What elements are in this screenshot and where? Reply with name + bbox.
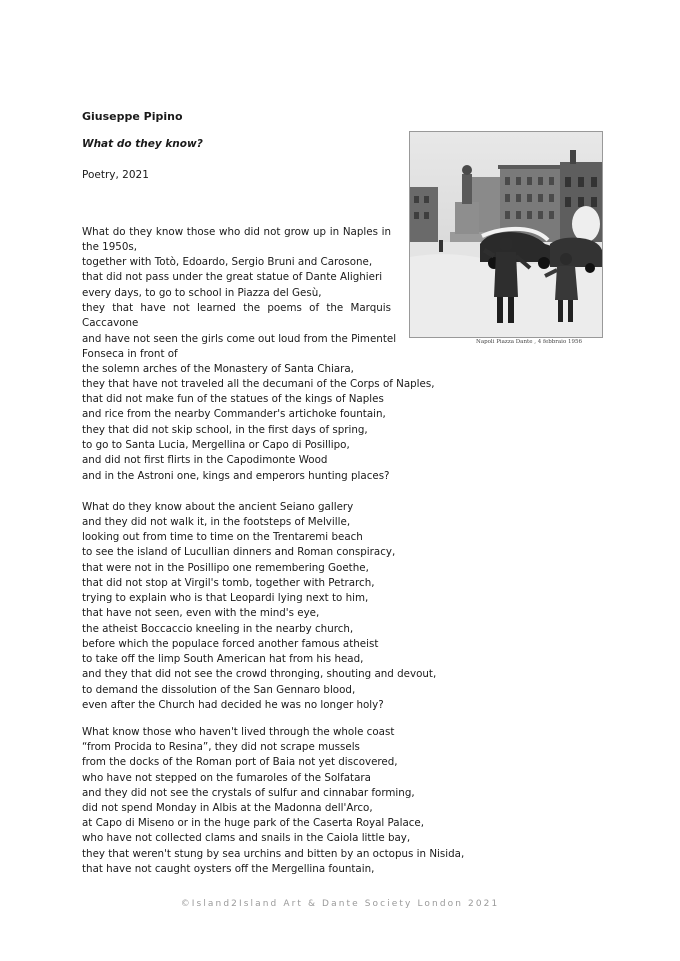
poem-line: to take off the limp South American hat from his head, — [82, 653, 364, 665]
poem-line: that have not caught oysters off the Mergellina fountain, — [82, 863, 375, 875]
poem-line: even after the Church had decided he was no longer holy? — [82, 699, 384, 711]
poem-line: to go to Santa Lucia, Mergellina or Capo di Posillipo, — [82, 439, 350, 451]
poem-line: What know those who haven't lived through the whole coast — [82, 726, 395, 738]
poem-line: and have not seen the girls come out loud from the Pimentel — [82, 333, 397, 345]
poem-line: before which the populace forced another famous atheist — [82, 638, 379, 650]
poem-line: the solemn arches of the Monastery of Santa Chiara, — [82, 363, 354, 375]
poem-line: trying to explain who is that Leopardi lying next to him, — [82, 592, 369, 604]
poem-line: looking out from time to time on the Trentaremi beach — [82, 531, 363, 543]
poem-line: from the docks of the Roman port of Baia not yet discovered, — [82, 756, 398, 768]
poem-line: to demand the dissolution of the San Gennaro blood, — [82, 684, 356, 696]
poem-line: together with Totò, Edoardo, Sergio Bruni and Carosone, — [82, 256, 373, 268]
poem-title: What do they know? — [82, 138, 203, 150]
copyright-footer: ©Island2Island Art & Dante Society London 2021 — [180, 899, 500, 909]
poem-line: and they did not walk it, in the footsteps of Melville, — [82, 516, 351, 528]
poem-line: who have not collected clams and snails in the Caiola little bay, — [82, 832, 411, 844]
poem-line: the 1950s, — [82, 241, 138, 253]
poem-line: at Capo di Miseno or in the huge park of the Caserta Royal Palace, — [82, 817, 425, 829]
poem-line: and they did not see the crystals of sulfur and cinnabar forming, — [82, 787, 415, 799]
poem-line: and rice from the nearby Commander's artichoke fountain, — [82, 408, 386, 420]
poem-line: What do they know those who did not grow up in Naples in — [82, 226, 391, 238]
poem-line: “from Procida to Resina”, they did not scrape mussels — [82, 741, 360, 753]
poem-line: Fonseca in front of — [82, 348, 178, 360]
poem-line: Caccavone — [82, 317, 139, 329]
poem-line: and in the Astroni one, kings and emperors hunting places? — [82, 470, 390, 482]
poem-line: the atheist Boccaccio kneeling in the nearby church, — [82, 623, 354, 635]
poem-line: that were not in the Posillipo one remembering Goethe, — [82, 562, 369, 574]
poem-line: and they that did not see the crowd thronging, shouting and devout, — [82, 668, 437, 680]
poem-line: they that have not traveled all the decumani of the Corps of Naples, — [82, 378, 435, 390]
poem-line: What do they know about the ancient Seiano gallery — [82, 501, 354, 513]
poem-line: that did not make fun of the statues of the kings of Naples — [82, 393, 384, 405]
poem-line: they that weren't stung by sea urchins and bitten by an octopus in Nisida, — [82, 848, 465, 860]
publication-info: Poetry, 2021 — [82, 169, 149, 181]
poem-line: who have not stepped on the fumaroles of the Solfatara — [82, 772, 371, 784]
poem-line: that have not seen, even with the mind's eye, — [82, 607, 320, 619]
poem-line: every days, to go to school in Piazza del Gesù, — [82, 287, 322, 299]
poem-line: they that have not learned the poems of the Marquis — [82, 302, 391, 314]
photo-caption: Napoli Piazza Dante , 4 febbraio 1956 — [476, 339, 582, 345]
poem-line: did not spend Monday in Albis at the Madonna dell'Arco, — [82, 802, 373, 814]
poem-line: and did not first flirts in the Capodimonte Wood — [82, 454, 328, 466]
poem-line: they that did not skip school, in the first days of spring, — [82, 424, 368, 436]
poem-line: that did not stop at Virgil's tomb, together with Petrarch, — [82, 577, 375, 589]
poem-line: to see the island of Lucullian dinners and Roman conspiracy, — [82, 546, 396, 558]
historic-photo — [409, 131, 603, 338]
poem-line: that did not pass under the great statue of Dante Alighieri — [82, 271, 383, 283]
author-name: Giuseppe Pipino — [82, 110, 183, 123]
